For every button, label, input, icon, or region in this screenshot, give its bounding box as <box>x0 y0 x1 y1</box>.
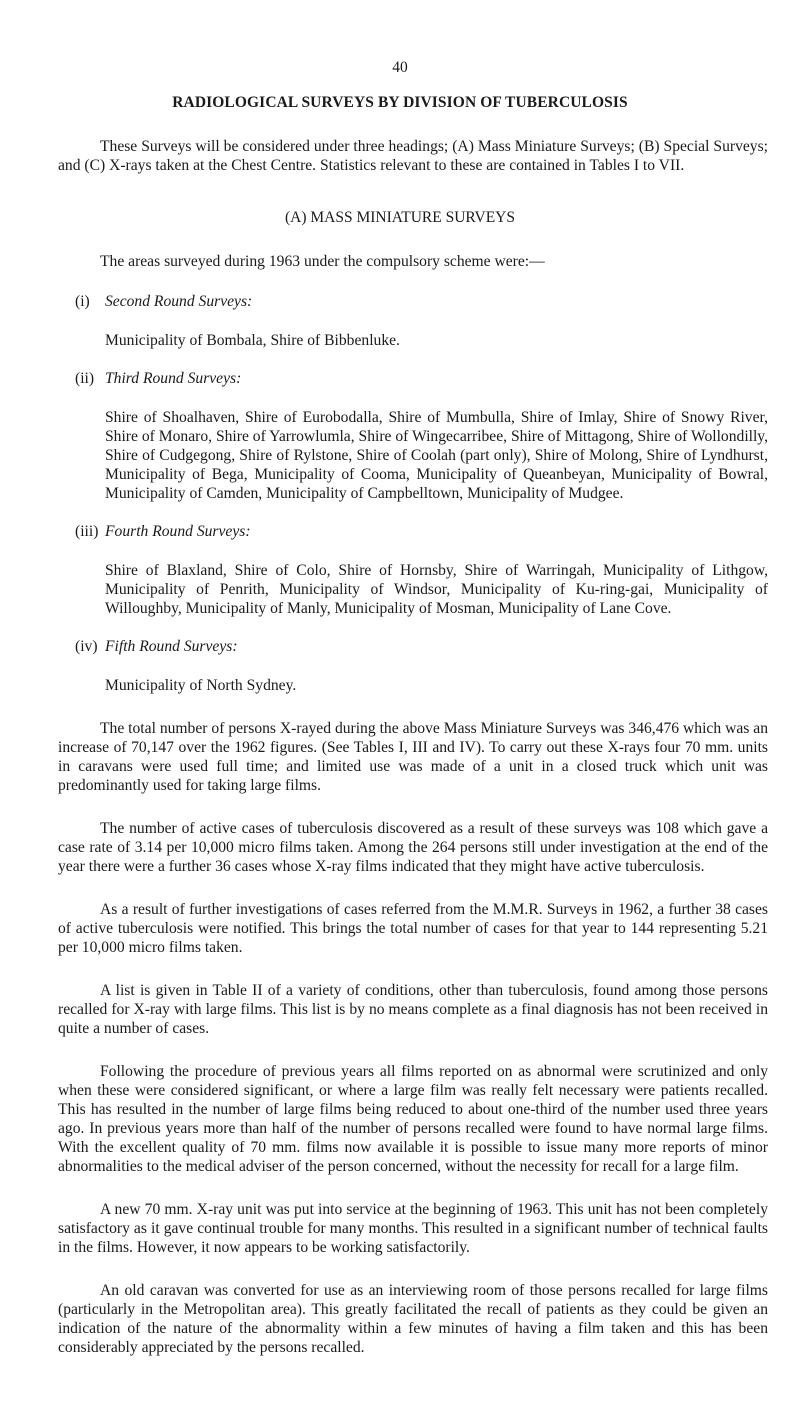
round-iv <box>58 637 768 695</box>
body-paragraph: The number of active cases of tuberculosis discovered as a result of these surveys was 108 which gave a case rate of 3.14 per 10,000 micro films taken. Among the 264 persons still under investigation at the end of the year there were a further 36 cases whose X-ray films indicated that they might have active tuberculosis. <box>58 820 768 875</box>
page-title: RADIOLOGICAL SURVEYS BY DIVISION OF TUBERCULOSIS <box>172 94 628 111</box>
round-label: (i) <box>75 293 90 310</box>
page-number: 40 <box>392 59 408 76</box>
body-paragraph: A new 70 mm. X-ray unit was put into service at the beginning of 1963. This unit has not been completely satisfactory as it gave continual trouble for many months. This resulted in a significant number of technical faults in the films. However, it now appears to be working satisfactorily. <box>58 1201 768 1256</box>
body-paragraph: Following the procedure of previous years all films reported on as abnormal were scrutinized and only when these were considered significant, or where a large film was really felt necessary were patients recalled. This has resulted in the number of large films being reduced to about one-third of the number used three years ago. In previous years more than half of the number of persons recalled were found to have normal large films. With the excellent quality of 70 mm. films now available it is possible to issue many more reports of minor abnormalities to the medical adviser of the person concerned, without the necessity for recall for a large film. <box>58 1063 768 1175</box>
body-paragraph: The total number of persons X-rayed during the above Mass Miniature Surveys was 346,476 which was an increase of 70,147 over the 1962 figures. (See Tables I, III and IV). To carry out these X-rays four 70 mm. units in caravans were used full time; and limited use was made of a unit in a closed truck which unit was predominantly used for taking large films. <box>58 720 768 794</box>
round-areas: Shire of Shoalhaven, Shire of Eurobodalla, Shire of Mumbulla, Shire of Imlay, Shire of Snowy River, Shire of Monaro, Shire of Yarrowlumla, Shire of Wingecarribee, Shire of Mittagong, Shire of Wollondilly, Shire of Cudgegong, Shire of Rylstone, Shire of Coolah (part only), Shire of Molong, Shire of Lyndhurst, Municipality of Bega, Municipality of Cooma, Municipality of Queanbeyan, Municipality of Bowral, Municipality of Camden, Municipality of Campbelltown, Municipality of Mudgee. <box>105 409 768 502</box>
round-title: Fourth Round Surveys: <box>105 523 251 540</box>
body-paragraph: A list is given in Table II of a variety of conditions, other than tuberculosis, found among those persons recalled for X-ray with large films. This list is by no means complete as a final diagnosis has not been received in quite a number of cases. <box>58 982 768 1037</box>
round-areas: Municipality of Bombala, Shire of Bibbenluke. <box>105 332 400 349</box>
round-heading <box>75 369 768 388</box>
section-lead: The areas surveyed during 1963 under the compulsory scheme were:— <box>100 253 545 270</box>
intro-paragraph: These Surveys will be considered under three headings; (A) Mass Miniature Surveys; (B) Special Surveys; and (C) X-rays taken at the Chest Centre. Statistics relevant to these are contained in Tables I to VII. <box>58 138 768 174</box>
round-heading <box>75 292 768 311</box>
round-title: Third Round Surveys: <box>105 370 242 387</box>
round-ii <box>58 369 768 503</box>
round-i <box>58 292 768 350</box>
round-iii <box>58 522 768 618</box>
body-paragraph: An old caravan was converted for use as an interviewing room of those persons recalled for large films (particularly in the Metropolitan area). This greatly facilitated the recall of patients as they could be given an indication of the nature of the abnormality within a few minutes of having a film taken and this has been considerably appreciated by the persons recalled. <box>58 1282 768 1356</box>
round-heading <box>75 637 768 656</box>
round-title: Second Round Surveys: <box>105 293 253 310</box>
round-areas: Shire of Blaxland, Shire of Colo, Shire of Hornsby, Shire of Warringah, Municipality of Lithgow, Municipality of Penrith, Municipality of Windsor, Municipality of Ku-ring-gai, Municipality of Willoughby, Municipality of Manly, Municipality of Mosman, Municipality of Lane Cove. <box>105 562 768 617</box>
body-paragraph: As a result of further investigations of cases referred from the M.M.R. Surveys in 1962, a further 38 cases of active tuberculosis were notified. This brings the total number of cases for that year to 144 representing 5.21 per 10,000 micro films taken. <box>58 901 768 956</box>
round-label: (iv) <box>75 638 98 655</box>
section-heading-a: (A) MASS MINIATURE SURVEYS <box>285 209 515 226</box>
round-label: (ii) <box>75 370 95 387</box>
round-label: (iii) <box>75 523 99 540</box>
round-areas: Municipality of North Sydney. <box>105 677 297 694</box>
round-heading <box>75 522 768 541</box>
round-title: Fifth Round Surveys: <box>105 638 238 655</box>
